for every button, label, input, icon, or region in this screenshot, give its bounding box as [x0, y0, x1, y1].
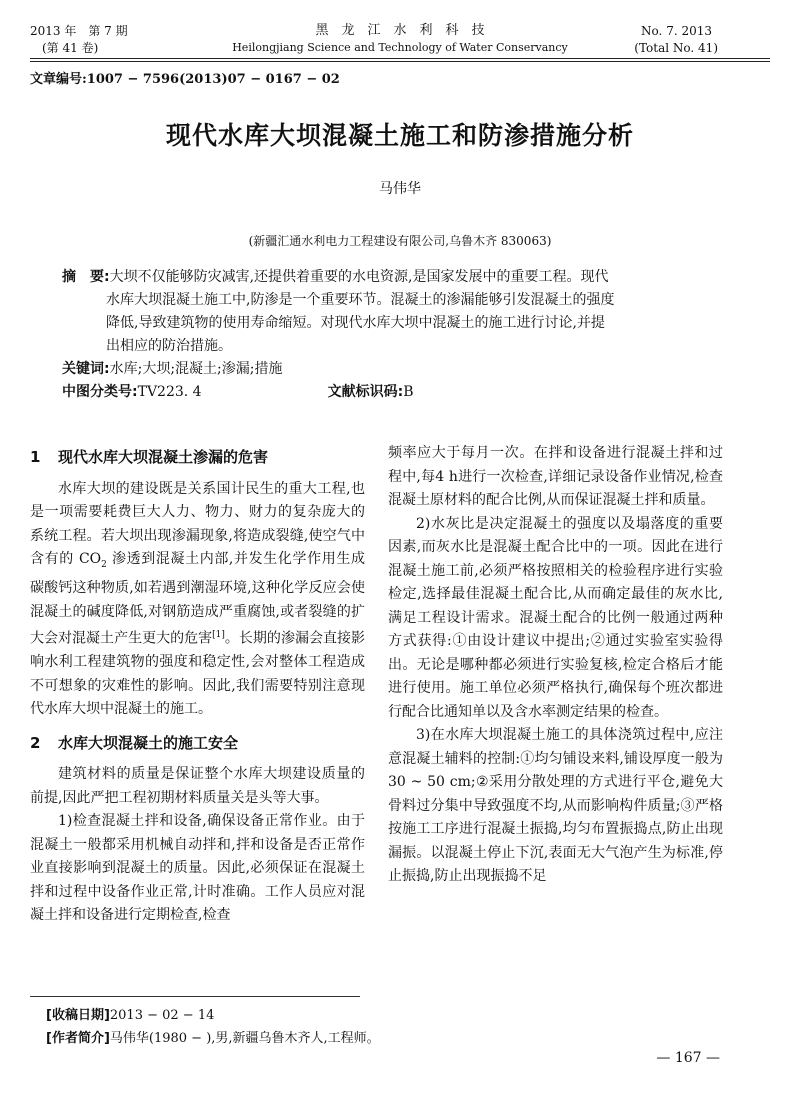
text-run: 水库大坝的建设既是关系国计民生的重大工程,也是一项需要耗费巨大人力、物力、财力的复杂庞大的系统工程。若大坝出现渗漏现象,将造成裂缝,使空气中含有的 CO — [30, 480, 365, 567]
author: 马伟华 — [379, 181, 421, 197]
paragraph: 3)在水库大坝混凝土施工的具体浇筑过程中,应注意混凝土辅料的控制:①均匀铺设来料,铺设厚度一般为 30 ~ 50 cm;②采用分散处理的方式进行平仓,避免大骨料过分集中导致强度不均,从而影响构件质量;③严格按施工工序进行混凝土振捣,均匀布置振捣点,防止出现漏振。以混凝土停止下沉,表面无大气泡产生为标准,停止振捣,防止出现振捣不足 — [388, 727, 723, 884]
abstract-line-4: 出相应的防治措施。 — [106, 338, 232, 354]
bio-label: [作者简介] — [46, 1031, 110, 1046]
left-column — [30, 440, 365, 928]
issue-left: 2013 年 第 7 期 — [30, 24, 128, 38]
section-2-number: 2 — [30, 733, 41, 752]
header-rule-2 — [30, 61, 770, 62]
right-column — [388, 442, 723, 889]
text-run: 渗透到混凝土内部,并发生化学作用生成碳酸钙这种物质,如若遇到潮湿环境,这种化学反应会使混凝土的碱度降低,对钢筋造成严重腐蚀,或者裂缝的扩大会对混凝土产生更大的危害 — [30, 551, 365, 647]
journal-title-cn: 黑 龙 江 水 利 科 技 — [315, 23, 485, 38]
subscript: 2 — [101, 559, 107, 570]
doc-code-label: 文献标识码: — [327, 384, 404, 400]
received-value: 2013 − 02 − 14 — [109, 1008, 215, 1023]
keywords-label: 关键词: — [62, 361, 110, 377]
citation: [1] — [212, 630, 225, 641]
volume-right: (Total No. 41) — [634, 41, 718, 55]
paragraph: 频率应大于每月一次。在拌和设备进行混凝土拌和过程中,每4 h进行一次检查,详细记录设备作业情况,检查混凝土原材料的配合比例,从而保证混凝土拌和质量。 — [388, 445, 723, 508]
abstract-line-1: 大坝不仅能够防灾减害,还提供着重要的水电资源,是国家发展中的重要工程。现代 — [109, 269, 609, 285]
bio-value: 马伟华(1980 − ),男,新疆乌鲁木齐人,工程师。 — [109, 1031, 380, 1046]
doc-code: B — [403, 384, 414, 400]
abstract-line-3: 降低,导致建筑物的使用寿命缩短。对现代水库大坝中混凝土的施工进行讨论,并提 — [106, 315, 605, 331]
clc-number: TV223. 4 — [137, 384, 202, 400]
paragraph — [30, 478, 365, 722]
text-run: 。长期的渗漏会直接影响水利工程建筑物的强度和稳定性,会对整体工程造成不可想象的灾难性的影响。因此,我们需要特别注意现代水库大坝中混凝土的施工。 — [30, 630, 365, 718]
journal-title-en: Heilongjiang Science and Technology of Water Conservancy — [232, 41, 568, 54]
volume-left: (第 41 卷) — [42, 41, 99, 55]
section-1-title: 现代水库大坝混凝土渗漏的危害 — [58, 448, 269, 466]
received-label: [收稿日期] — [46, 1008, 110, 1023]
author-bio — [46, 1027, 380, 1046]
section-1-number: 1 — [30, 448, 41, 466]
received-date — [46, 1004, 214, 1023]
paper-title: 现代水库大坝混凝土施工和防渗措施分析 — [165, 121, 634, 150]
article-number: 文章编号:1007 − 7596(2013)07 − 0167 − 02 — [30, 72, 340, 87]
section-1-heading — [30, 446, 365, 470]
abstract-block — [62, 266, 702, 404]
paragraph: 1)检查混凝土拌和设备,确保设备正常作业。由于混凝土一般都采用机械自动拌和,拌和设备是否正常作业直接影响到混凝土的质量。因此,必须保证在混凝土拌和过程中设备作业正常,计时准确。工作人员应对混凝土拌和设备进行定期检查,检查 — [30, 813, 365, 924]
clc-label: 中图分类号: — [62, 384, 138, 400]
section-2-heading — [30, 732, 365, 756]
issue-right: No. 7. 2013 — [641, 24, 712, 38]
affiliation: (新疆汇通水利电力工程建设有限公司,乌鲁木齐 830063) — [248, 234, 552, 248]
section-2-title: 水库大坝混凝土的施工安全 — [58, 733, 239, 752]
paragraph: 建筑材料的质量是保证整个水库大坝建设质量的前提,因此严把工程初期材料质量关是头等大事。 — [30, 766, 365, 806]
paragraph: 2)水灰比是决定混凝土的强度以及塌落度的重要因素,而灰水比是混凝土配合比中的一项。因此在进行混凝土施工前,必须严格按照相关的检验程序进行实验检定,选择最佳混凝土配合比,从而确定最佳的灰水比,满足工程设计需求。混凝土配合的比例一般通过两种方式获得:①由设计建议中提出;②通过实验室实验得出。无论是哪种都必须进行实验复核,检定合格后才能进行使用。施工单位必须严格执行,确保每个班次都进行配合比通知单以及含水率测定结果的检查。 — [388, 515, 723, 720]
page-number: — 167 — — [656, 1050, 720, 1066]
header-rule — [30, 58, 770, 59]
abstract-label: 摘 要: — [62, 269, 110, 285]
abstract-line-2: 水库大坝混凝土施工中,防渗是一个重要环节。混凝土的渗漏能够引发混凝土的强度 — [106, 292, 615, 308]
keywords: 水库;大坝;混凝土;渗漏;措施 — [109, 361, 283, 377]
footnote-rule — [30, 996, 360, 997]
